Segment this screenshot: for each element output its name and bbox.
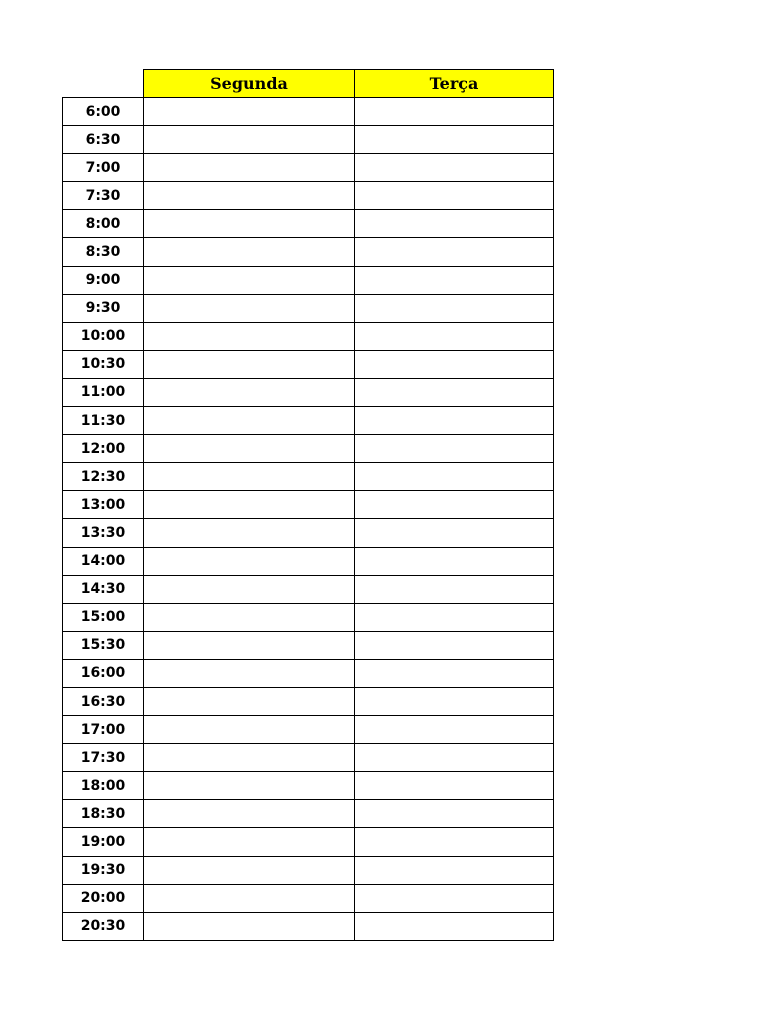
time-label: 18:00 <box>63 772 144 800</box>
slot-terca[interactable] <box>355 547 554 575</box>
slot-segunda[interactable] <box>144 716 355 744</box>
schedule-table <box>62 69 554 941</box>
slot-segunda[interactable] <box>144 154 355 182</box>
time-row <box>63 266 554 294</box>
time-row <box>63 126 554 154</box>
slot-terca[interactable] <box>355 687 554 715</box>
time-row <box>63 182 554 210</box>
time-row <box>63 238 554 266</box>
slot-segunda[interactable] <box>144 182 355 210</box>
time-label: 6:00 <box>63 98 144 126</box>
slot-segunda[interactable] <box>144 687 355 715</box>
slot-terca[interactable] <box>355 98 554 126</box>
time-label: 6:30 <box>63 126 144 154</box>
slot-segunda[interactable] <box>144 884 355 912</box>
slot-segunda[interactable] <box>144 800 355 828</box>
slot-terca[interactable] <box>355 575 554 603</box>
time-row <box>63 631 554 659</box>
slot-terca[interactable] <box>355 378 554 406</box>
time-row <box>63 519 554 547</box>
time-row <box>63 659 554 687</box>
slot-segunda[interactable] <box>144 350 355 378</box>
slot-segunda[interactable] <box>144 407 355 435</box>
time-row <box>63 856 554 884</box>
slot-terca[interactable] <box>355 126 554 154</box>
time-row <box>63 350 554 378</box>
time-row <box>63 884 554 912</box>
time-label: 12:30 <box>63 463 144 491</box>
slot-segunda[interactable] <box>144 828 355 856</box>
day-header-segunda: Segunda <box>144 70 355 98</box>
time-row <box>63 407 554 435</box>
slot-terca[interactable] <box>355 238 554 266</box>
time-row <box>63 603 554 631</box>
slot-segunda[interactable] <box>144 912 355 940</box>
time-row <box>63 154 554 182</box>
slot-segunda[interactable] <box>144 294 355 322</box>
slot-terca[interactable] <box>355 210 554 238</box>
slot-segunda[interactable] <box>144 126 355 154</box>
slot-terca[interactable] <box>355 463 554 491</box>
slot-segunda[interactable] <box>144 435 355 463</box>
slot-terca[interactable] <box>355 716 554 744</box>
slot-segunda[interactable] <box>144 238 355 266</box>
time-label: 8:00 <box>63 210 144 238</box>
slot-segunda[interactable] <box>144 491 355 519</box>
time-label: 16:30 <box>63 687 144 715</box>
time-label: 11:30 <box>63 407 144 435</box>
time-row <box>63 575 554 603</box>
time-row <box>63 463 554 491</box>
slot-terca[interactable] <box>355 912 554 940</box>
time-label: 10:30 <box>63 350 144 378</box>
slot-segunda[interactable] <box>144 98 355 126</box>
slot-terca[interactable] <box>355 631 554 659</box>
time-label: 19:30 <box>63 856 144 884</box>
time-label: 10:00 <box>63 322 144 350</box>
time-label: 14:30 <box>63 575 144 603</box>
slot-terca[interactable] <box>355 154 554 182</box>
slot-segunda[interactable] <box>144 547 355 575</box>
slot-terca[interactable] <box>355 350 554 378</box>
slot-terca[interactable] <box>355 659 554 687</box>
time-label: 9:30 <box>63 294 144 322</box>
slot-segunda[interactable] <box>144 463 355 491</box>
slot-segunda[interactable] <box>144 210 355 238</box>
slot-segunda[interactable] <box>144 519 355 547</box>
slot-segunda[interactable] <box>144 378 355 406</box>
time-row <box>63 800 554 828</box>
time-label: 13:00 <box>63 491 144 519</box>
time-row <box>63 687 554 715</box>
corner-cell <box>63 70 144 98</box>
time-label: 19:00 <box>63 828 144 856</box>
time-label: 18:30 <box>63 800 144 828</box>
slot-segunda[interactable] <box>144 631 355 659</box>
time-label: 12:00 <box>63 435 144 463</box>
time-label: 15:30 <box>63 631 144 659</box>
slot-terca[interactable] <box>355 266 554 294</box>
time-label: 7:30 <box>63 182 144 210</box>
time-label: 20:30 <box>63 912 144 940</box>
slot-terca[interactable] <box>355 884 554 912</box>
time-label: 13:30 <box>63 519 144 547</box>
slot-terca[interactable] <box>355 744 554 772</box>
time-label: 16:00 <box>63 659 144 687</box>
time-row <box>63 772 554 800</box>
time-row <box>63 547 554 575</box>
time-row <box>63 828 554 856</box>
time-row <box>63 912 554 940</box>
time-row <box>63 378 554 406</box>
slot-terca[interactable] <box>355 603 554 631</box>
slot-terca[interactable] <box>355 828 554 856</box>
slot-terca[interactable] <box>355 407 554 435</box>
slot-terca[interactable] <box>355 182 554 210</box>
slot-terca[interactable] <box>355 519 554 547</box>
time-label: 7:00 <box>63 154 144 182</box>
time-row <box>63 491 554 519</box>
time-label: 9:00 <box>63 266 144 294</box>
slot-terca[interactable] <box>355 856 554 884</box>
slot-terca[interactable] <box>355 491 554 519</box>
slot-segunda[interactable] <box>144 856 355 884</box>
slot-terca[interactable] <box>355 435 554 463</box>
schedule-body <box>63 98 554 941</box>
slot-segunda[interactable] <box>144 266 355 294</box>
time-row <box>63 716 554 744</box>
slot-segunda[interactable] <box>144 575 355 603</box>
day-header-terca: Terça <box>355 70 554 98</box>
time-row <box>63 435 554 463</box>
time-label: 11:00 <box>63 378 144 406</box>
time-row <box>63 98 554 126</box>
slot-terca[interactable] <box>355 800 554 828</box>
time-label: 15:00 <box>63 603 144 631</box>
slot-segunda[interactable] <box>144 772 355 800</box>
time-label: 14:00 <box>63 547 144 575</box>
slot-terca[interactable] <box>355 322 554 350</box>
slot-terca[interactable] <box>355 294 554 322</box>
time-row <box>63 294 554 322</box>
slot-segunda[interactable] <box>144 744 355 772</box>
time-label: 17:00 <box>63 716 144 744</box>
time-label: 8:30 <box>63 238 144 266</box>
slot-segunda[interactable] <box>144 659 355 687</box>
time-row <box>63 744 554 772</box>
time-row <box>63 322 554 350</box>
time-label: 17:30 <box>63 744 144 772</box>
time-label: 20:00 <box>63 884 144 912</box>
time-row <box>63 210 554 238</box>
slot-segunda[interactable] <box>144 603 355 631</box>
header-row <box>63 70 554 98</box>
slot-terca[interactable] <box>355 772 554 800</box>
slot-segunda[interactable] <box>144 322 355 350</box>
